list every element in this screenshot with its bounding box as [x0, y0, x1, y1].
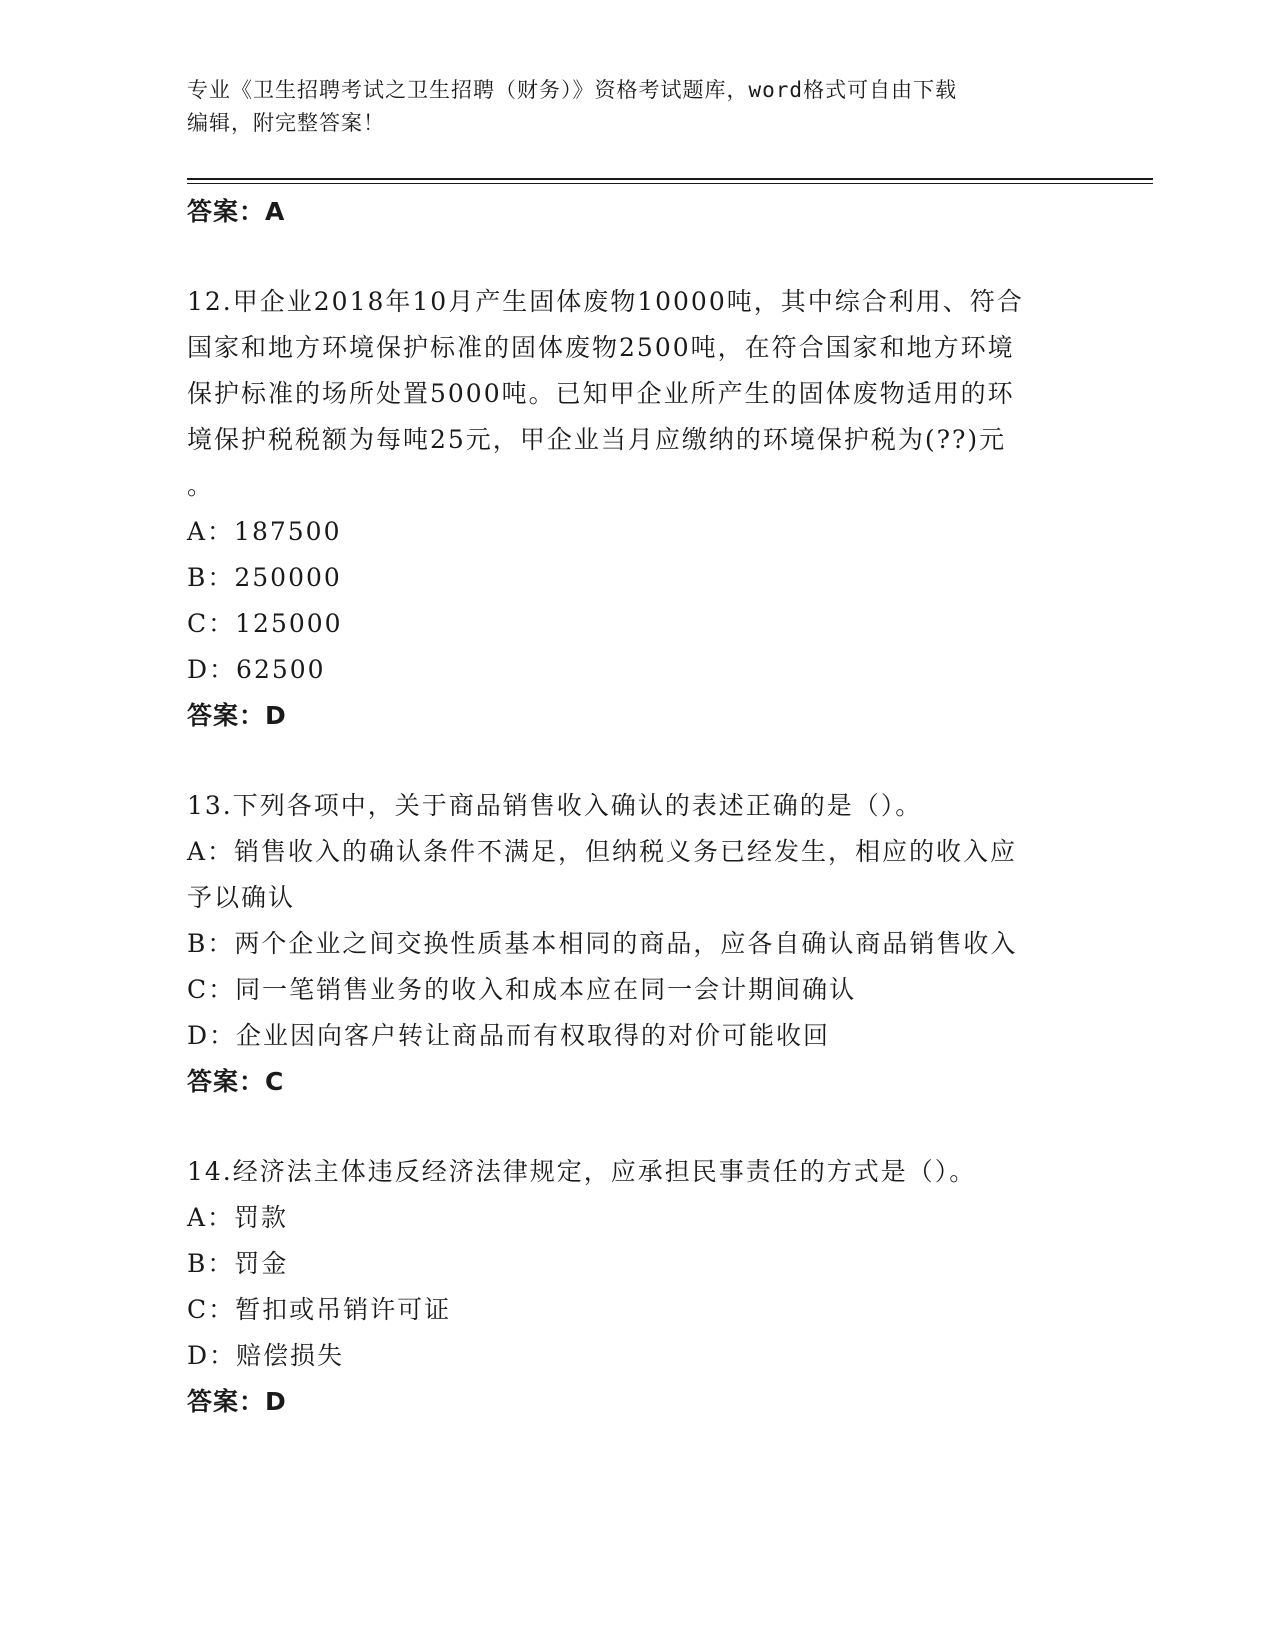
previous-answer: 答案：A — [187, 197, 286, 226]
option-a-continued: 予以确认 — [187, 883, 296, 912]
answer-line: 答案：D — [187, 701, 287, 730]
question-14 — [187, 1149, 1087, 1425]
question-stem-line: 13.下列各项中，关于商品销售收入确认的表述正确的是（）。 — [187, 791, 923, 820]
option-a: A：187500 — [187, 517, 342, 546]
question-stem-line: 保护标准的场所处置5000吨。已知甲企业所产生的固体废物适用的环 — [187, 379, 1015, 408]
header-divider-thick — [187, 178, 1153, 180]
question-stem-line: 。 — [187, 471, 215, 500]
header-line-1: 专业《卫生招聘考试之卫生招聘（财务）》资格考试题库，word格式可自由下载 — [187, 78, 958, 102]
header-line-2: 编辑，附完整答案！ — [187, 111, 385, 135]
option-d: D：赔偿损失 — [187, 1341, 345, 1370]
header-divider-thin — [187, 183, 1153, 184]
option-b: B：罚金 — [187, 1249, 289, 1278]
option-c: C：暂扣或吊销许可证 — [187, 1295, 452, 1324]
spacer — [187, 1105, 1087, 1149]
question-stem-line: 国家和地方环境保护标准的固体废物2500吨，在符合国家和地方环境 — [187, 333, 1015, 362]
option-b: B：两个企业之间交换性质基本相同的商品，应各自确认商品销售收入 — [187, 929, 1018, 958]
question-stem-line: 14.经济法主体违反经济法律规定，应承担民事责任的方式是（）。 — [187, 1157, 977, 1186]
answer-line: 答案：C — [187, 1067, 285, 1096]
spacer — [187, 235, 1087, 279]
question-list — [187, 189, 1087, 1425]
answer-line: 答案：D — [187, 1387, 287, 1416]
question-stem-line: 12.甲企业2018年10月产生固体废物10000吨，其中综合利用、符合 — [187, 287, 1024, 316]
option-c: C：125000 — [187, 609, 343, 638]
option-d: D：企业因向客户转让商品而有权取得的对价可能收回 — [187, 1021, 831, 1050]
document-header — [187, 74, 1067, 140]
question-13 — [187, 783, 1087, 1105]
question-12 — [187, 279, 1087, 739]
option-a: A：罚款 — [187, 1203, 289, 1232]
option-c: C：同一笔销售业务的收入和成本应在同一会计期间确认 — [187, 975, 857, 1004]
spacer — [187, 739, 1087, 783]
option-a: A：销售收入的确认条件不满足，但纳税义务已经发生，相应的收入应 — [187, 837, 1018, 866]
question-stem-line: 境保护税税额为每吨25元，甲企业当月应缴纳的环境保护税为(??)元 — [187, 425, 1007, 454]
option-b: B：250000 — [187, 563, 342, 592]
option-d: D：62500 — [187, 655, 326, 684]
